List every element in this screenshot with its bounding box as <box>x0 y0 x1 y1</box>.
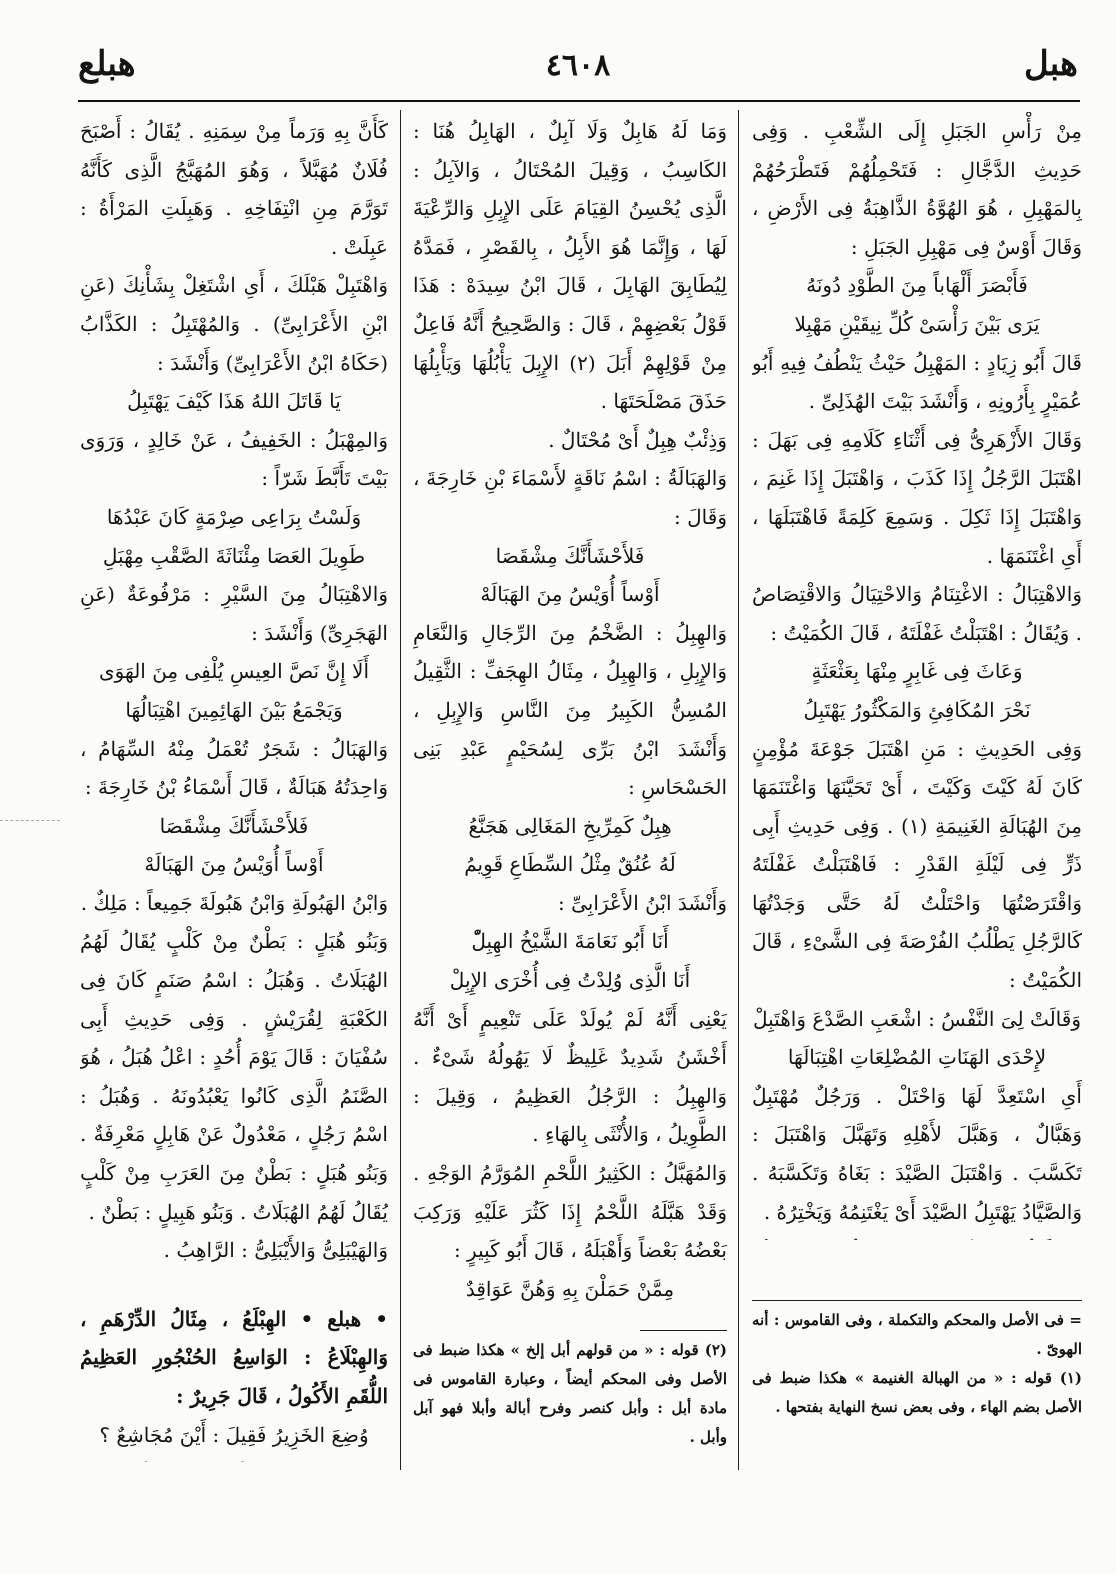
verse-line: نَحْرَ المُكَافِئِ وَالمَكْثُورُ يَهْتَبِلُ <box>803 697 1031 722</box>
footnote-rule-right <box>752 1300 1082 1301</box>
paragraph: وَفِى الحَدِيثِ : مَنِ اهْتَبَلَ جَوْعَةَ مُؤْمِنٍ كَانَ لَهُ كَيْتَ وَكَيْتَ ، أَىْ تَحَيَّنَهَا وَاغْتَنَمَهَا مِنَ الهُبَالَةِ الغَنِيمَةِ (١) . وَفِى حَدِيثِ أَبِى ذَرٍّ فِى لَيْلَةِ القَدْرِ : فَاهْتَبَلْتُ غَفْلَتَهُ وَاقْتَرَصْتُهَا وَاحْتَلْتُ لَهُ حَتَّى وَجَدْتُهَا كَالرَّجُلِ يَطْلُبُ الفُرْصَةَ فِى الشَّىْءِ ، قَالَ الكُمَيْتُ : <box>752 736 1082 993</box>
running-head-left: هبلع <box>78 44 136 84</box>
verse-line: فَأَبْصَرَ أَلْهَاباً مِنَ الطَّوْدِ دُونَهُ <box>806 273 1028 298</box>
page-header <box>78 44 1078 104</box>
footnote-continuation: = فى الأصل والمحكم والتكملة ، وفى القاموس : أنه الهوىّ . <box>752 1311 1082 1358</box>
entry-heading-paragraph: • هبلع • الهِبْلَعُ ، مِثَالُ الدِّرْهَمِ ، وَالهِبْلَاعُ : الوَاسِعُ الحُنْجُورِ العَظِيمُ اللُّقَمِ الأَكُولُ ، قَالَ جَرِيرٌ : <box>80 1306 388 1408</box>
paragraph: يَعْنِى أَنَّهُ لَمْ يُولَدْ عَلَى تَنْعِيمٍ أَىْ أَنَّهُ أَخْشَنُ شَدِيدٌ غَلِيظٌ لَا يَهُولُهُ شَىْءٌ . وَالهِبِلُ : الرَّجُلُ العَظِيمُ ، وَقِيلَ : الطَّوِيلُ ، وَالأُنْثَى بِالهَاءِ . <box>413 1006 727 1147</box>
verse-line: يَا قَاتَلَ اللهُ هَذَا كَيْفَ يَهْتَبِلُ <box>127 389 341 414</box>
verse-line: وَلَسْتُ بِرَاعِى صِرْمَةٍ كَانَ عَبْدُهَا <box>106 504 362 529</box>
verse-line: يَرَى بَيْنَ رَأْسَىْ كُلِّ نِيقَيْنِ مَهْبِلا <box>794 311 1040 336</box>
paragraph: أَىِ اسْتَعِدَّ لَهَا وَاحْتَلْ . وَرَجُلٌ مُهْتَبِلٌ وَهَبَّالٌ ، وَهَبَّلَ لأَهْلِهِ وَتَهَبَّلَ وَاهْتَبَلَ : تَكَسَّبَ . وَاهْتَبَلَ الصَّيْدَ : بَغَاهُ وَتَكَسَّبَهُ . وَالصَّيَّادُ يَهْتَبِلُ الصَّيْدَ أَىْ يَغْتَنِمُهُ وَيَخْتِرُهُ . <box>752 1083 1082 1224</box>
verse-line: أَنَا أَبُو نَعَامَةَ الشَّيْخُ الهِبِلّْ <box>471 929 669 954</box>
paragraph <box>752 1231 1082 1240</box>
paragraph: وَابْنُ الهَبُولَةِ وَابْنُ هَبُولَةَ جَمِيعاً : مَلِكٌ . <box>80 890 388 915</box>
scan-mark <box>0 820 60 821</box>
verse-line: أَلَا إِنَّ نَصَّ العِيسِ يُلْفِى مِنَ الهَوَى <box>98 659 370 684</box>
header-rule <box>78 100 1080 102</box>
verse-line <box>80 1454 388 1462</box>
running-head-right: هبل <box>1024 44 1078 84</box>
verse-line: طَوِيلَ العَصَا مِئْنَاثَةَ الصَّقْبِ مِهْبَلِ <box>102 543 366 568</box>
footnote: (١) قوله : « من الهبالة الغنيمة » هكذا ضبط فى الأصل بضم الهاء ، وفى بعض نسخ النهاية بفتحها . <box>752 1369 1082 1416</box>
verse-line: أَوْساً أُوَيْسُ مِنَ الهَبَالَهْ <box>144 852 324 877</box>
column-middle <box>413 112 727 1312</box>
paragraph: وَقَالَ الأَزْهَرِىُّ فِى أَثْنَاءِ كَلَامِهِ فِى بَهَلَ : اهْتَبَلَ الرَّجُلُ إِذَا كَذَبَ ، وَاهْتَبَلَ إِذَا غَنِمَ ، وَاهْتَبَلَ إِذَا ثَكِلَ . وَسَمِعَ كَلِمَةً فَاهْتَبَلَهَا ، أَىِ اغْتَنَمَهَا . <box>752 427 1082 568</box>
verse-line: لَهُ عُنُقٌ مِثْلُ السِّطَاعِ قَوِيمُ <box>464 852 676 877</box>
paragraph: وَالهِبِلُ : الضَّخْمُ مِنَ الرِّجَالِ وَالنَّعَامِ وَالإِبِلِ ، وَالهِبِلُ ، مِثَالُ الهِجَفِّ : الثَّقِيلُ المُسِنُّ الكَبِيرُ مِنَ النَّاسِ وَالإِبِلِ ، وَأَنْشَدَ ابْنُ بَرِّى لِسُحَيْمٍ عَبْدِ بَنِى الحَسْحَاسِ : <box>413 620 727 800</box>
paragraph: وَالاهْتِبَالُ مِنَ السَّيْرِ : مَرْفُوعَةٌ (عَنِ الهَجَرِىِّ) وَأَنْشَدَ : <box>80 582 388 645</box>
paragraph: كَأَنَّ بِهِ وَرَماً مِنْ سِمَنِهِ . يُقَالُ : أَصْبَحَ فُلَانٌ مُهَبَّلاً ، وَهُوَ المُهَبَّجُ الَّذِى كَأَنَّهُ تَوَرَّمَ مِنِ انْتِفَاخِهِ . وَهَبِلَتِ المَرْأَةُ : عَبِلَتْ . <box>80 119 388 259</box>
paragraph: وَبَنُو هُبَلٍ : بَطْنٌ مِنْ كَلْبٍ يُقَالُ لَهُمُ الهُبَلَاتُ . وَهُبَلُ : اسْمُ صَنَمٍ كَانَ فِى الكَعْبَةِ لِقُرَيْشٍ . وَفِى حَدِيثِ أَبِى سُفْيَانَ : قَالَ يَوْمَ أُحُدٍ : اعْلُ هُبَلُ ، هُوَ الصَّنَمُ الَّذِى كَانُوا يَعْبُدُونَهُ . وَهُبَلُ : اسْمُ رَجُلٍ ، مَعْدُولٌ عَنْ هَابِلٍ مَعْرِفَةٌ . وَبَنُو هُبَلٍ : بَطْنٌ مِنَ العَرَبِ مِنْ كَلْبٍ يُقَالُ لَهُمُ الهُبَلَاتُ . وَبَنُو هَبِيلٍ : بَطْنٌ . <box>80 929 388 1224</box>
page-number: ٤٦٠٨ <box>545 48 611 83</box>
verse-line: وُضِعَ الخَزِيرُ فَقِيلَ : أَيْنَ مُجَاشِعٌ ؟ <box>99 1422 369 1447</box>
paragraph: وَالهَيْبَلِىُّ وَالأَيْبَلِىُّ : الرَّاهِبُ . <box>163 1238 388 1263</box>
verse-line: أَوْساً أُوَيْسُ مِنَ الهَبَالَهْ <box>480 582 660 607</box>
paragraph: وَالاهْتِبَالُ : الاغْتِنَامُ وَالاحْتِيَالُ وَالاقْتِصَاصُ . وَيُقَالُ : اهْتَبَلْتُ غَفْلَتَهُ ، قَالَ الكُمَيْتُ : <box>752 582 1082 645</box>
verse-line: مِمَّنْ حَمَلْنَ بِهِ وَهُنَّ عَوَاقِدٌ <box>465 1276 675 1301</box>
paragraph: وَالهَبَالُ : شَجَرٌ تُعْمَلُ مِنْهُ السِّهَامُ ، وَاحِدَتُهُ هَبَالَةٌ ، قَالَ أَسْمَاءُ بْنُ خَارِجَةَ : <box>80 736 388 800</box>
paragraph: قَالَ أَبُو زِيَادٍ : المَهْبِلُ حَيْثُ يَنْطُفُ فِيهِ أَبُو عُمَيْرٍ بِأَرُونِهِ ، وَأَنْشَدَ بَيْتَ الهُذَلِىِّ . <box>752 350 1082 414</box>
footnote-rule-middle <box>640 1330 727 1331</box>
verse-line: هِبِلٌ كَمِرِّيخِ المَغَالِى هَجَنَّعُ <box>468 813 672 838</box>
paragraph: وَأَنْشَدَ ابْنُ الأَعْرَابِىِّ : <box>557 890 727 915</box>
footnotes-middle <box>413 1336 727 1476</box>
footnotes-right <box>752 1306 1082 1476</box>
paragraph: وَالمُهَبَّلُ : الكَثِيرُ اللَّحْمِ المُوَرَّمُ الوَجْهِ . وَقَدْ هَبَّلَهُ اللَّحْمُ إِذَا كَثُرَ عَلَيْهِ وَرَكِبَ بَعْضُهُ بَعْضاً وَأَهْبَلَهُ ، قَالَ أَبُو كَبِيرٍ : <box>413 1161 727 1263</box>
column-divider <box>738 110 739 1470</box>
verse-line: فَلأَحْشَأَنَّكَ مِشْقَصَا <box>159 813 309 838</box>
paragraph: وَالمِهْبَلُ : الخَفِيفُ ، عَنْ خَالِدٍ ، وَرَوَى بَيْتَ تَأَبَّطَ شَرّاً : <box>80 427 388 491</box>
verse-line: فَلأَحْشَأَنَّكَ مِشْقَصَا <box>495 543 645 568</box>
verse-line: وَعَاثَ فِى غَابِرٍ مِنْهَا بِعَثْعَثَةٍ <box>811 659 1023 684</box>
column-right <box>752 112 1082 1240</box>
paragraph: مِنْ رَأْسِ الجَبَلِ إِلَى الشِّعْبِ . وَفِى حَدِيثِ الدَّجَّالِ : فَتَحْمِلُهُمْ فَتَطْرَحُهُمْ بِالمَهْبِلِ ، هُوَ الهُوَّةُ الذَّاهِبَةُ فِى الأَرْضِ ، وَقَالَ أَوْسٌ فِى مَهْبِلِ الجَبَلِ : <box>752 119 1082 259</box>
paragraph: وَمَا لَهُ هَابِلٌ وَلَا آبِلٌ ، الهَابِلُ هُنَا : الكَاسِبُ ، وَقِيلَ المُحْتَالُ ، وَالآبِلُ : الَّذِى يُحْسِنُ القِيَامَ عَلَى الإِبِلِ وَالرِّعْيَةَ لَهَا ، وَإِنَّمَا هُوَ الأَبِلُ ، بِالقَصْرِ ، فَمَدَّهُ لِيُطَابِقَ الهَابِلَ ، قَالَ ابْنُ سِيدَهْ : هَذَا قَوْلُ بَعْضِهِمْ ، قَالَ : وَالصَّحِيحُ أَنَّهُ فَاعِلٌ مِنْ قَوْلِهِمْ أَبَلَ (٢) الإِبِلَ يَأْبُلُهَا وَيَأْبِلُهَا حَذَقَ مَصْلَحَتَهَا . <box>413 119 727 414</box>
paragraph: وَاهْتَبِلْ هَبْلَكَ ، أَىِ اشْتَغِلْ بِشَأْنِكَ (عَنِ ابْنِ الأَعْرَابِىِّ) . وَالمُهْتَبِلُ : الكَذَّابُ (حَكَاهُ ابْنُ الأَعْرَابِىِّ) وَأَنْشَدَ : <box>80 273 388 375</box>
verse-line <box>413 1308 727 1312</box>
footnote: (٢) قوله : « من قولهم أبل إلخ » هكذا ضبط فى الأصل وفى المحكم أيضاً ، وعبارة القاموس فى مادة أبل : وأبل كنصر وفرح أبالة وأبلا فهو آبل وأبل . <box>413 1341 727 1446</box>
column-left <box>80 112 388 1462</box>
column-divider <box>400 110 401 1470</box>
verse-line: وَيَجْمَعُ بَيْنَ الهَائِمِينَ اهْتِبَالُهَا <box>125 697 343 722</box>
verse-line: أَنَا الَّذِى وُلِدْتُ فِى أُخْرَى الإِبِلْ <box>449 968 691 993</box>
paragraph: وَذِئْبٌ هِبِلٌ أَىْ مُحْتَالٌ . <box>548 427 727 452</box>
verse-line: لإِحْدَى الهَنَاتِ المُضْلِعَاتِ اهْتِبَالَهَا <box>787 1045 1047 1070</box>
paragraph: وَالهَبَالَةُ : اسْمُ نَاقَةٍ لأَسْمَاءَ بْنِ خَارِجَةَ ، وَقَالَ : <box>413 466 727 529</box>
verse-line: وَقَالَتْ لِىَ النَّفْسُ : اشْعَبِ الصَّدْعَ وَاهْتَبِلْ <box>753 1006 1081 1031</box>
